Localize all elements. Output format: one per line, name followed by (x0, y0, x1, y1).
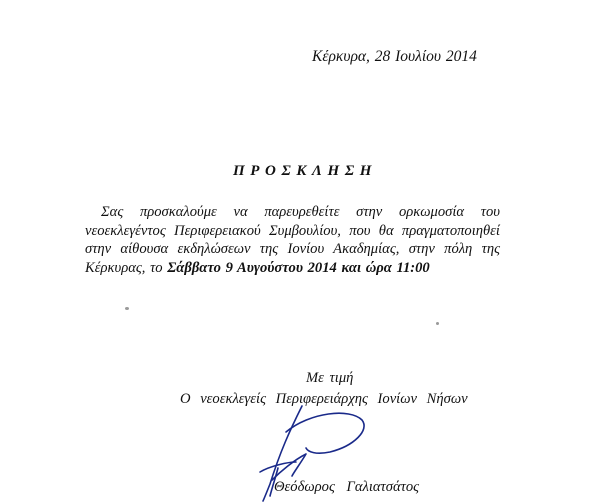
invitation-body-text: Σας προσκαλούμε να παρευρεθείτε στην ορκωμοσία του νεοεκλεγέντος Περιφερειακού Συμβουλίου, που θα πραγματοποιηθεί στην αίθουσα εκδηλώσεων της Ιονίου Ακαδημίας, στην πόλη της Κέρκυρας, το (85, 204, 500, 276)
date-line: Κέρκυρα, 28 Ιουλίου 2014 (312, 48, 477, 65)
scan-speck (436, 322, 439, 325)
closing-greeting: Με τιμή (306, 370, 354, 386)
event-date-time: Σάββατο 9 Αυγούστου 2014 και ώρα 11:00 (167, 259, 430, 276)
signer-name: Θεόδωρος Γαλιατσάτος (274, 479, 420, 495)
scan-speck (125, 307, 129, 310)
signer-title: Ο νεοεκλεγείς Περιφερειάρχης Ιονίων Νήσων (180, 391, 468, 407)
document-title: ΠΡΟΣΚΛΗΣΗ (233, 163, 377, 179)
invitation-body (85, 203, 500, 277)
